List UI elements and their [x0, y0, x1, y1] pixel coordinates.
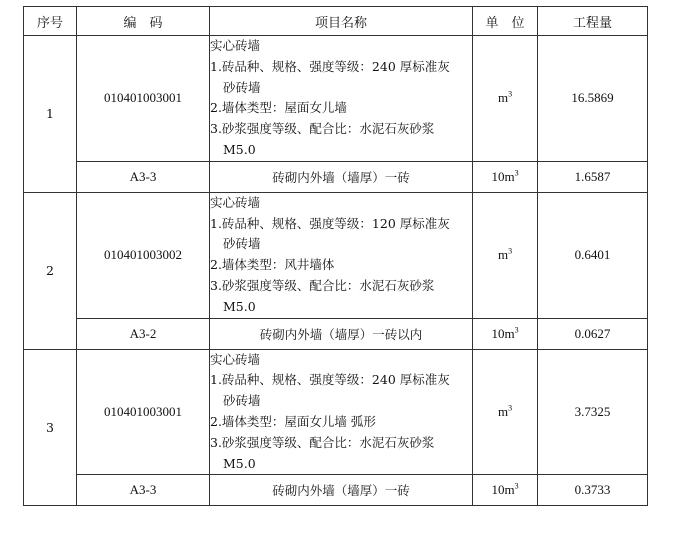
table-row: [24, 349, 648, 475]
unit-superscript: 3: [514, 325, 519, 335]
description-line: 3.砂浆强度等级、配合比：水泥石灰砂浆: [210, 277, 435, 293]
description-line: 3.砂浆强度等级、配合比：水泥石灰砂浆: [210, 121, 435, 137]
description-line: 1.砖品种、规格、强度等级：240 厚标准灰: [210, 58, 450, 74]
description-line: 1.砖品种、规格、强度等级：240 厚标准灰: [210, 372, 450, 388]
table-row: [24, 318, 648, 349]
description-line: 砂砖墙: [223, 79, 261, 95]
norm-name: 砖砌内外墙（墙厚）一砖: [210, 475, 473, 506]
description-line: 实心砖墙: [210, 194, 261, 210]
unit-superscript: 3: [508, 403, 513, 413]
item-quantity: 3.7325: [538, 349, 648, 475]
norm-quantity: 1.6587: [538, 161, 648, 192]
description-line: M5.0: [223, 298, 256, 314]
unit-base: 10m: [491, 168, 515, 184]
table-row: [24, 36, 648, 162]
unit-base: m: [497, 90, 509, 106]
header-name: 项目名称: [210, 7, 473, 36]
item-unit: [473, 192, 538, 318]
description-line: 砂砖墙: [223, 236, 261, 252]
description-line: 2.墙体类型：屋面女儿墙: [210, 100, 347, 116]
norm-quantity: 0.3733: [538, 475, 648, 506]
unit-superscript: 3: [514, 168, 519, 178]
description-line: 2.墙体类型：屋面女儿墙 弧形: [210, 413, 376, 429]
norm-quantity: 0.0627: [538, 318, 648, 349]
table-row: [24, 475, 648, 506]
description-line: 3.砂浆强度等级、配合比：水泥石灰砂浆: [210, 434, 435, 450]
unit-base: m: [497, 247, 509, 263]
item-code: 010401003002: [77, 192, 210, 318]
norm-code: A3-3: [77, 161, 210, 192]
norm-unit: [473, 318, 538, 349]
header-no: 序号: [24, 7, 77, 36]
item-unit: [473, 349, 538, 475]
unit-superscript: 3: [514, 482, 519, 492]
description-line: 实心砖墙: [210, 38, 261, 53]
norm-code: A3-3: [77, 475, 210, 506]
header-code: 编 码: [77, 7, 210, 36]
unit-base: m: [497, 403, 509, 419]
unit-superscript: 3: [508, 90, 513, 100]
row-number: 3: [24, 349, 77, 506]
quantity-table: [23, 6, 648, 506]
description-line: 1.砖品种、规格、强度等级：120 厚标准灰: [210, 215, 450, 231]
description-line: 砂砖墙: [223, 393, 261, 409]
unit-base: 10m: [491, 325, 515, 341]
item-description: [210, 192, 473, 318]
norm-code: A3-2: [77, 318, 210, 349]
item-quantity: 16.5869: [538, 36, 648, 162]
norm-name: 砖砌内外墙（墙厚）一砖: [210, 161, 473, 192]
norm-unit: [473, 475, 538, 506]
description-line: M5.0: [223, 455, 256, 471]
item-code: 010401003001: [77, 349, 210, 475]
item-description: [210, 349, 473, 475]
norm-unit: [473, 161, 538, 192]
item-code: 010401003001: [77, 36, 210, 162]
description-line: 2.墙体类型：风井墙体: [210, 257, 335, 273]
header-unit: 单 位: [473, 7, 538, 36]
item-unit: [473, 36, 538, 162]
unit-superscript: 3: [508, 246, 513, 256]
item-description: [210, 36, 473, 162]
description-line: M5.0: [223, 141, 256, 157]
table-row: [24, 192, 648, 318]
description-line: 实心砖墙: [210, 351, 261, 367]
item-quantity: 0.6401: [538, 192, 648, 318]
table-row: [24, 161, 648, 192]
row-number: 2: [24, 192, 77, 349]
norm-name: 砖砌内外墙（墙厚）一砖以内: [210, 318, 473, 349]
header-quantity: 工程量: [538, 7, 648, 36]
header-row: [24, 7, 648, 36]
row-number: 1: [24, 36, 77, 193]
unit-base: 10m: [491, 482, 515, 498]
